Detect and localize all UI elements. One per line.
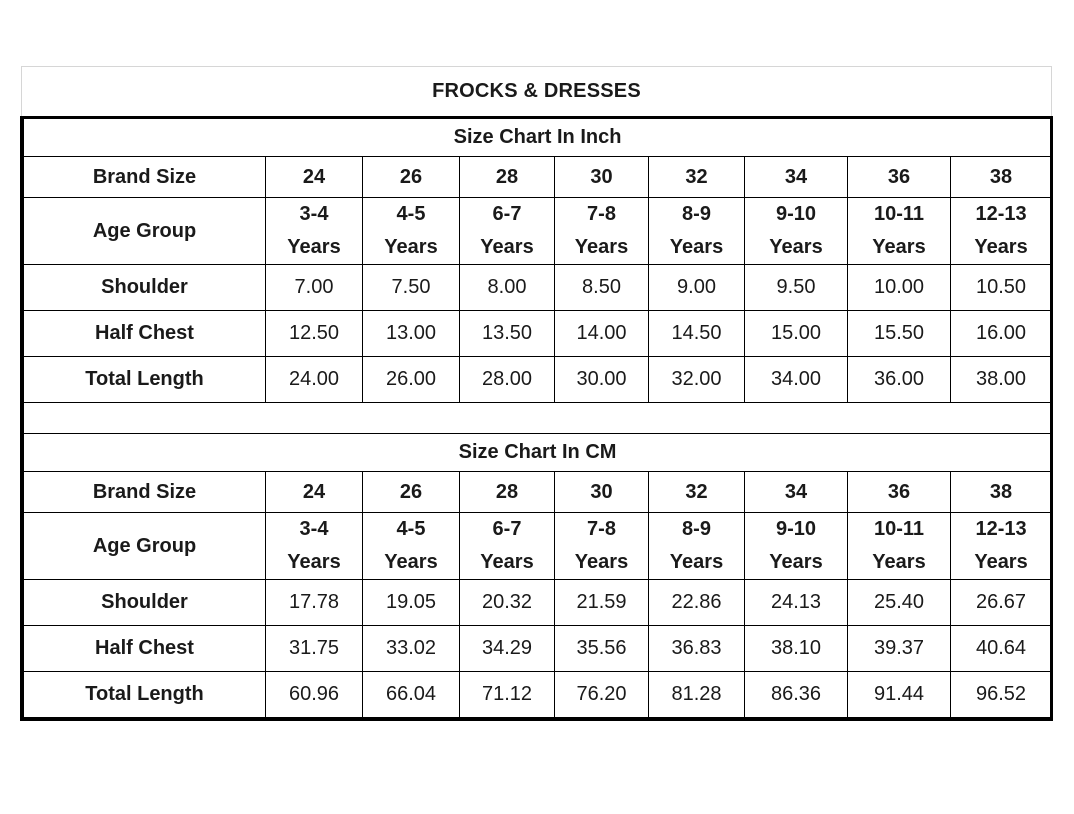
age-group-label: Age Group — [24, 198, 266, 265]
age-range: 12-13 — [975, 518, 1027, 540]
cm-section-caption: Size Chart In CM — [24, 434, 1052, 472]
brand-size-cell: 24 — [266, 472, 363, 513]
section-spacer-row — [24, 403, 1052, 434]
age-group-cell — [745, 513, 848, 580]
age-unit: Years — [574, 236, 629, 258]
age-unit: Years — [480, 236, 534, 258]
brand-size-cell: 38 — [951, 472, 1052, 513]
age-group-cell — [649, 513, 745, 580]
age-unit: Years — [574, 551, 629, 573]
cm-brand-size-row — [24, 472, 1052, 513]
total-length-cell: 36.00 — [848, 357, 951, 403]
inch-shoulder-row — [24, 265, 1052, 311]
age-range: 10-11 — [873, 203, 925, 225]
age-group-cell — [555, 513, 649, 580]
age-group-cell — [363, 198, 460, 265]
shoulder-cell: 10.00 — [848, 265, 951, 311]
cm-total-length-row — [24, 672, 1052, 718]
age-range: 7-8 — [587, 203, 616, 225]
total-length-cell: 86.36 — [745, 672, 848, 718]
age-group-cell — [266, 198, 363, 265]
half-chest-cell: 14.00 — [555, 311, 649, 357]
inch-section-caption: Size Chart In Inch — [24, 119, 1052, 157]
age-range: 6-7 — [492, 203, 522, 225]
brand-size-cell: 36 — [848, 157, 951, 198]
size-chart-frame — [20, 116, 1053, 721]
shoulder-cell: 9.50 — [745, 265, 848, 311]
inch-total-length-row — [24, 357, 1052, 403]
total-length-cell: 60.96 — [266, 672, 363, 718]
brand-size-cell: 24 — [266, 157, 363, 198]
shoulder-cell: 24.13 — [745, 580, 848, 626]
shoulder-cell: 26.67 — [951, 580, 1052, 626]
inch-half-chest-row — [24, 311, 1052, 357]
cm-half-chest-row — [24, 626, 1052, 672]
brand-size-label: Brand Size — [24, 472, 266, 513]
brand-size-cell: 36 — [848, 472, 951, 513]
shoulder-cell: 21.59 — [555, 580, 649, 626]
inch-age-group-row — [24, 198, 1052, 265]
size-chart-sheet — [21, 66, 1052, 721]
total-length-cell: 28.00 — [460, 357, 555, 403]
age-range: 9-10 — [775, 203, 817, 225]
age-range: 3-4 — [299, 203, 329, 225]
age-group-cell — [951, 513, 1052, 580]
age-group-label: Age Group — [24, 513, 266, 580]
age-range: 7-8 — [587, 518, 616, 540]
age-group-cell — [649, 198, 745, 265]
total-length-cell: 71.12 — [460, 672, 555, 718]
half-chest-cell: 40.64 — [951, 626, 1052, 672]
age-unit: Years — [384, 236, 438, 258]
half-chest-cell: 38.10 — [745, 626, 848, 672]
age-group-cell — [848, 513, 951, 580]
age-range: 8-9 — [682, 518, 711, 540]
brand-size-cell: 28 — [460, 157, 555, 198]
age-unit: Years — [769, 551, 823, 573]
half-chest-cell: 12.50 — [266, 311, 363, 357]
shoulder-cell: 22.86 — [649, 580, 745, 626]
half-chest-cell: 15.50 — [848, 311, 951, 357]
age-range: 12-13 — [975, 203, 1027, 225]
age-unit: Years — [669, 236, 724, 258]
shoulder-cell: 25.40 — [848, 580, 951, 626]
brand-size-cell: 26 — [363, 157, 460, 198]
age-group-cell — [266, 513, 363, 580]
age-group-cell — [363, 513, 460, 580]
age-unit: Years — [287, 551, 341, 573]
total-length-label: Total Length — [24, 672, 266, 718]
total-length-cell: 34.00 — [745, 357, 848, 403]
shoulder-cell: 8.00 — [460, 265, 555, 311]
age-unit: Years — [480, 551, 534, 573]
age-unit: Years — [769, 236, 823, 258]
age-group-cell — [745, 198, 848, 265]
age-group-cell — [460, 513, 555, 580]
half-chest-cell: 35.56 — [555, 626, 649, 672]
age-unit: Years — [974, 551, 1028, 573]
shoulder-cell: 20.32 — [460, 580, 555, 626]
brand-size-cell: 38 — [951, 157, 1052, 198]
total-length-cell: 30.00 — [555, 357, 649, 403]
total-length-cell: 76.20 — [555, 672, 649, 718]
half-chest-label: Half Chest — [24, 626, 266, 672]
sheet-title: FROCKS & DRESSES — [21, 66, 1052, 116]
shoulder-cell: 19.05 — [363, 580, 460, 626]
age-unit: Years — [384, 551, 438, 573]
total-length-label: Total Length — [24, 357, 266, 403]
age-range: 10-11 — [873, 518, 925, 540]
half-chest-cell: 15.00 — [745, 311, 848, 357]
half-chest-label: Half Chest — [24, 311, 266, 357]
total-length-cell: 91.44 — [848, 672, 951, 718]
shoulder-cell: 17.78 — [266, 580, 363, 626]
half-chest-cell: 36.83 — [649, 626, 745, 672]
age-range: 4-5 — [396, 203, 426, 225]
shoulder-cell: 9.00 — [649, 265, 745, 311]
total-length-cell: 26.00 — [363, 357, 460, 403]
age-range: 3-4 — [299, 518, 329, 540]
section-spacer — [24, 403, 1052, 434]
age-range: 8-9 — [682, 203, 711, 225]
half-chest-cell: 34.29 — [460, 626, 555, 672]
size-chart-body — [24, 119, 1052, 718]
total-length-cell: 81.28 — [649, 672, 745, 718]
brand-size-cell: 34 — [745, 157, 848, 198]
size-chart-table — [23, 119, 1052, 718]
half-chest-cell: 16.00 — [951, 311, 1052, 357]
total-length-cell: 96.52 — [951, 672, 1052, 718]
total-length-cell: 38.00 — [951, 357, 1052, 403]
cm-shoulder-row — [24, 580, 1052, 626]
half-chest-cell: 13.50 — [460, 311, 555, 357]
brand-size-cell: 34 — [745, 472, 848, 513]
half-chest-cell: 31.75 — [266, 626, 363, 672]
age-group-cell — [951, 198, 1052, 265]
shoulder-cell: 10.50 — [951, 265, 1052, 311]
inch-caption-row — [24, 119, 1052, 157]
brand-size-label: Brand Size — [24, 157, 266, 198]
inch-brand-size-row — [24, 157, 1052, 198]
age-range: 6-7 — [492, 518, 522, 540]
brand-size-cell: 30 — [555, 157, 649, 198]
shoulder-cell: 7.50 — [363, 265, 460, 311]
brand-size-cell: 32 — [649, 472, 745, 513]
brand-size-cell: 30 — [555, 472, 649, 513]
cm-caption-row — [24, 434, 1052, 472]
age-range: 9-10 — [775, 518, 817, 540]
total-length-cell: 24.00 — [266, 357, 363, 403]
brand-size-cell: 28 — [460, 472, 555, 513]
shoulder-label: Shoulder — [24, 580, 266, 626]
age-group-cell — [460, 198, 555, 265]
age-unit: Years — [872, 236, 926, 258]
age-group-cell — [848, 198, 951, 265]
shoulder-cell: 8.50 — [555, 265, 649, 311]
age-unit: Years — [872, 551, 926, 573]
total-length-cell: 66.04 — [363, 672, 460, 718]
shoulder-cell: 7.00 — [266, 265, 363, 311]
age-range: 4-5 — [396, 518, 426, 540]
brand-size-cell: 26 — [363, 472, 460, 513]
total-length-cell: 32.00 — [649, 357, 745, 403]
cm-age-group-row — [24, 513, 1052, 580]
age-unit: Years — [287, 236, 341, 258]
brand-size-cell: 32 — [649, 157, 745, 198]
half-chest-cell: 39.37 — [848, 626, 951, 672]
half-chest-cell: 13.00 — [363, 311, 460, 357]
age-unit: Years — [669, 551, 724, 573]
age-group-cell — [555, 198, 649, 265]
half-chest-cell: 14.50 — [649, 311, 745, 357]
half-chest-cell: 33.02 — [363, 626, 460, 672]
age-unit: Years — [974, 236, 1028, 258]
shoulder-label: Shoulder — [24, 265, 266, 311]
